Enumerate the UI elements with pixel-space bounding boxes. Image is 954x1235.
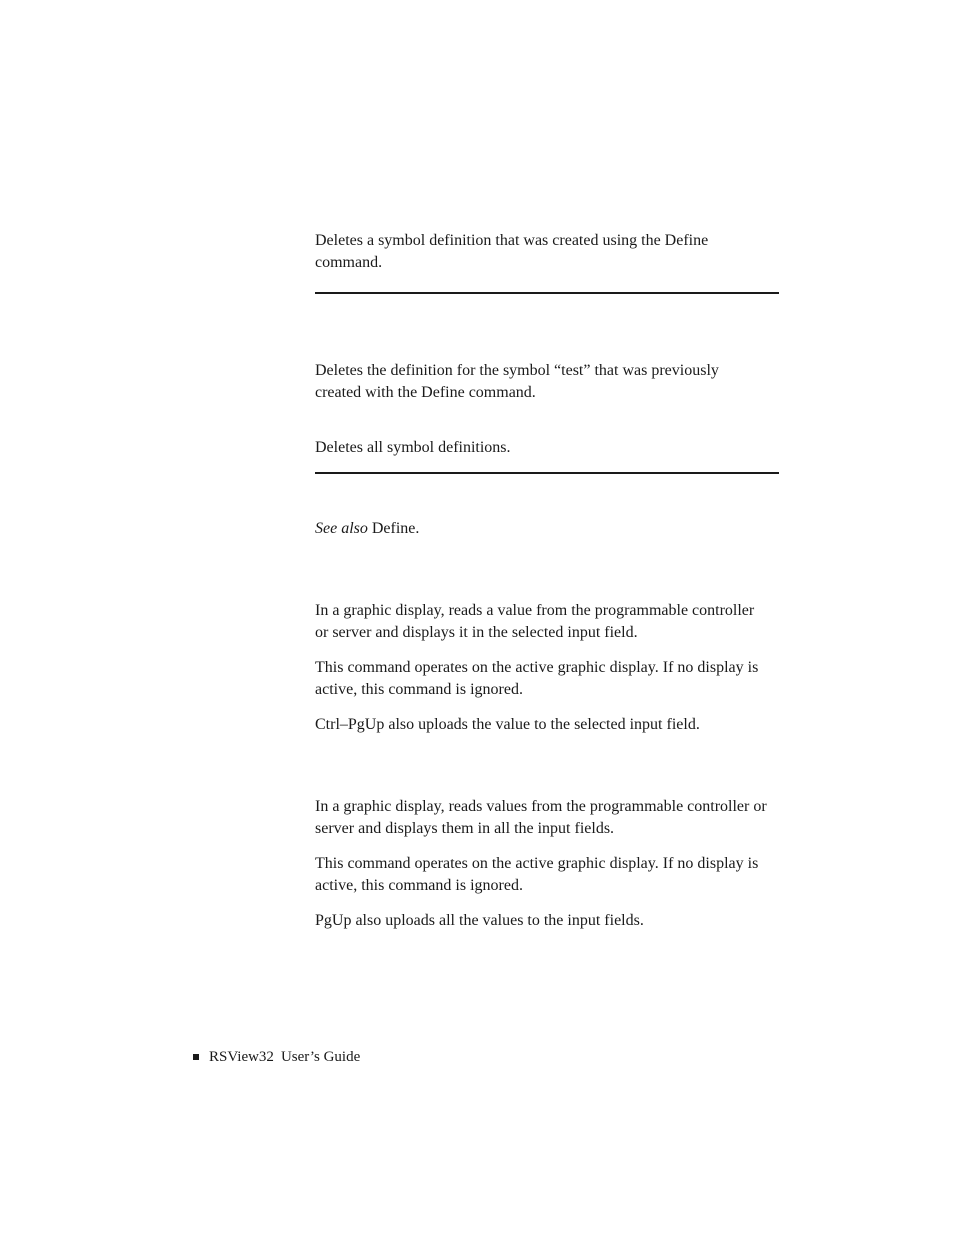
page-footer: [193, 1047, 360, 1067]
upload-description-3: [315, 714, 785, 736]
upload-description-2: [315, 657, 785, 701]
uploadall-description-3-line-1: PgUp also uploads all the values to the input fields.: [315, 912, 644, 929]
example-undefine-all: [315, 437, 785, 459]
footer-bullet-icon: [193, 1054, 199, 1060]
undefine-description-line-1: Deletes a symbol definition that was created using the Define: [315, 232, 709, 249]
uploadall-description-1-line-2: server and displays them in all the input fields.: [315, 820, 615, 837]
section-divider-2: [315, 472, 779, 474]
upload-description-3-line-1: Ctrl–PgUp also uploads the value to the selected input field.: [315, 716, 700, 733]
see-also-text: Define.: [367, 520, 420, 537]
example-undefine-test: [315, 360, 785, 404]
upload-description-1-line-1: In a graphic display, reads a value from the programmable controller: [315, 602, 755, 619]
uploadall-description-2-line-2: active, this command is ignored.: [315, 877, 523, 894]
uploadall-description-3: [315, 910, 785, 932]
example-undefine-test-line-2: created with the Define command.: [315, 384, 536, 401]
upload-description-1: [315, 600, 785, 644]
uploadall-description-2-line-1: This command operates on the active graphic display. If no display is: [315, 855, 759, 872]
upload-description-1-line-2: or server and displays it in the selected input field.: [315, 624, 638, 641]
section-divider-1: [315, 292, 779, 294]
example-undefine-all-line-1: Deletes all symbol definitions.: [315, 439, 511, 456]
example-undefine-test-line-1: Deletes the definition for the symbol “test” that was previously: [315, 362, 719, 379]
uploadall-description-1-line-1: In a graphic display, reads values from the programmable controller or: [315, 798, 767, 815]
upload-description-2-line-2: active, this command is ignored.: [315, 681, 523, 698]
undefine-description-line-2: command.: [315, 254, 383, 271]
see-also-label: See also: [315, 520, 368, 537]
see-also: [315, 518, 785, 540]
footer-title: User’s Guide: [280, 1049, 361, 1065]
uploadall-description-2: [315, 853, 785, 897]
uploadall-description-1: [315, 796, 785, 840]
upload-description-2-line-1: This command operates on the active graphic display. If no display is: [315, 659, 759, 676]
footer-product: RSView32: [209, 1049, 274, 1065]
undefine-description: [315, 230, 785, 274]
